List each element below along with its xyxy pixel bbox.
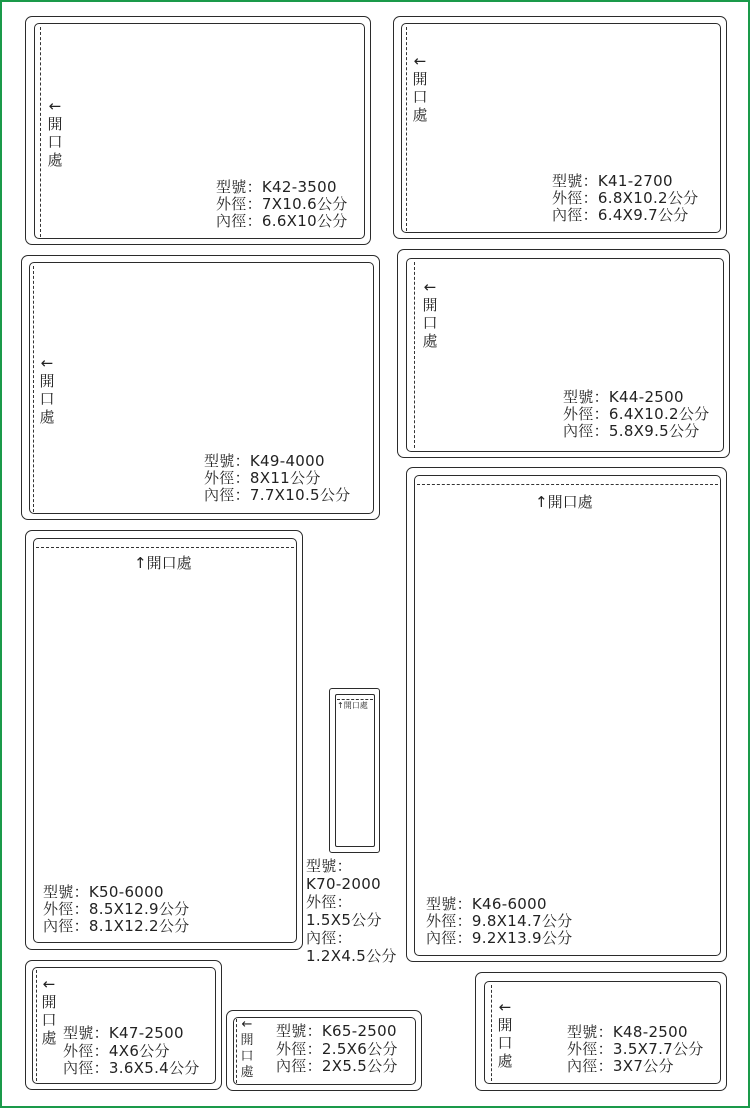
spec-inner: 內徑：8.1X12.2公分 — [43, 917, 190, 935]
spec-model: 型號：K41-2700 — [552, 172, 673, 190]
spec-model: 型號： — [306, 857, 352, 875]
k70-spec — [306, 857, 397, 965]
spec-inner: 內徑：6.6X10公分 — [216, 212, 348, 230]
opening-dashed-line — [337, 699, 373, 700]
spec-inner: 內徑：3X7公分 — [567, 1057, 674, 1075]
opening-dashed-line — [236, 1019, 237, 1083]
bag-inner-outline — [414, 475, 721, 956]
opening-dashed-line — [406, 27, 407, 231]
spec-inner: 內徑：6.4X9.7公分 — [552, 206, 689, 224]
bag-k70 — [329, 688, 380, 853]
opening-label: ← 開 口 處 — [412, 52, 428, 124]
spec-outer: 外徑：8.5X12.9公分 — [43, 900, 190, 918]
spec-inner: 內徑： — [306, 929, 352, 947]
opening-label: ← 開 口 處 — [497, 998, 513, 1070]
spec-outer: 外徑：9.8X14.7公分 — [426, 912, 573, 930]
opening-dashed-line — [36, 547, 294, 548]
bag-k41 — [393, 16, 727, 239]
spec-inner: 內徑：3.6X5.4公分 — [63, 1059, 200, 1077]
spec-outer: 外徑：2.5X6公分 — [276, 1040, 398, 1058]
bag-inner-outline — [29, 262, 374, 514]
bag-inner-outline — [335, 694, 375, 847]
spec-outer: 外徑：3.5X7.7公分 — [567, 1040, 704, 1058]
spec-outer: 外徑： — [306, 893, 352, 911]
spec-outer: 外徑：4X6公分 — [63, 1042, 170, 1060]
opening-dashed-line — [491, 985, 492, 1081]
opening-dashed-line — [36, 970, 37, 1081]
opening-dashed-line — [417, 484, 718, 485]
spec-inner-value: 1.2X4.5公分 — [306, 947, 397, 965]
spec-inner: 內徑：5.8X9.5公分 — [563, 422, 700, 440]
bag-k50 — [25, 530, 303, 950]
opening-label: ← 開 口 處 — [41, 975, 57, 1047]
spec-model: 型號：K42-3500 — [216, 178, 337, 196]
spec-model: 型號：K44-2500 — [563, 388, 684, 406]
bag-k48 — [475, 972, 727, 1091]
spec-model: 型號：K46-6000 — [426, 895, 547, 913]
opening-dashed-line — [414, 262, 415, 448]
spec-outer: 外徑：7X10.6公分 — [216, 195, 348, 213]
bag-k44 — [397, 249, 730, 458]
opening-label: ← 開 口 處 — [422, 278, 438, 350]
opening-label: ← 開 口 處 — [240, 1017, 254, 1080]
opening-dashed-line — [33, 266, 34, 512]
opening-dashed-line — [40, 27, 41, 237]
bag-k42 — [25, 16, 371, 245]
spec-inner: 內徑：2X5.5公分 — [276, 1057, 398, 1075]
spec-inner: 內徑：9.2X13.9公分 — [426, 929, 573, 947]
spec-model: 型號：K49-4000 — [204, 452, 325, 470]
bag-k49 — [21, 255, 380, 520]
spec-outer-value: 1.5X5公分 — [306, 911, 382, 929]
spec-model: 型號：K65-2500 — [276, 1022, 397, 1040]
opening-label: ← 開 口 處 — [39, 354, 55, 426]
spec-inner: 內徑：7.7X10.5公分 — [204, 486, 351, 504]
spec-model: 型號：K47-2500 — [63, 1024, 184, 1042]
spec-model-value: K70-2000 — [306, 875, 381, 893]
opening-label: ↑開口處 — [134, 554, 192, 572]
bag-k46 — [406, 467, 727, 962]
opening-label: ← 開 口 處 — [47, 97, 63, 169]
opening-label: ↑開口處 — [535, 493, 593, 511]
bag-k47 — [25, 960, 222, 1090]
spec-outer: 外徑：8X11公分 — [204, 469, 321, 487]
opening-label: ↑開口處 — [337, 701, 368, 710]
spec-outer: 外徑：6.8X10.2公分 — [552, 189, 699, 207]
spec-outer: 外徑：6.4X10.2公分 — [563, 405, 710, 423]
bag-k65 — [226, 1010, 422, 1091]
spec-model: 型號：K48-2500 — [567, 1023, 688, 1041]
spec-model: 型號：K50-6000 — [43, 883, 164, 901]
